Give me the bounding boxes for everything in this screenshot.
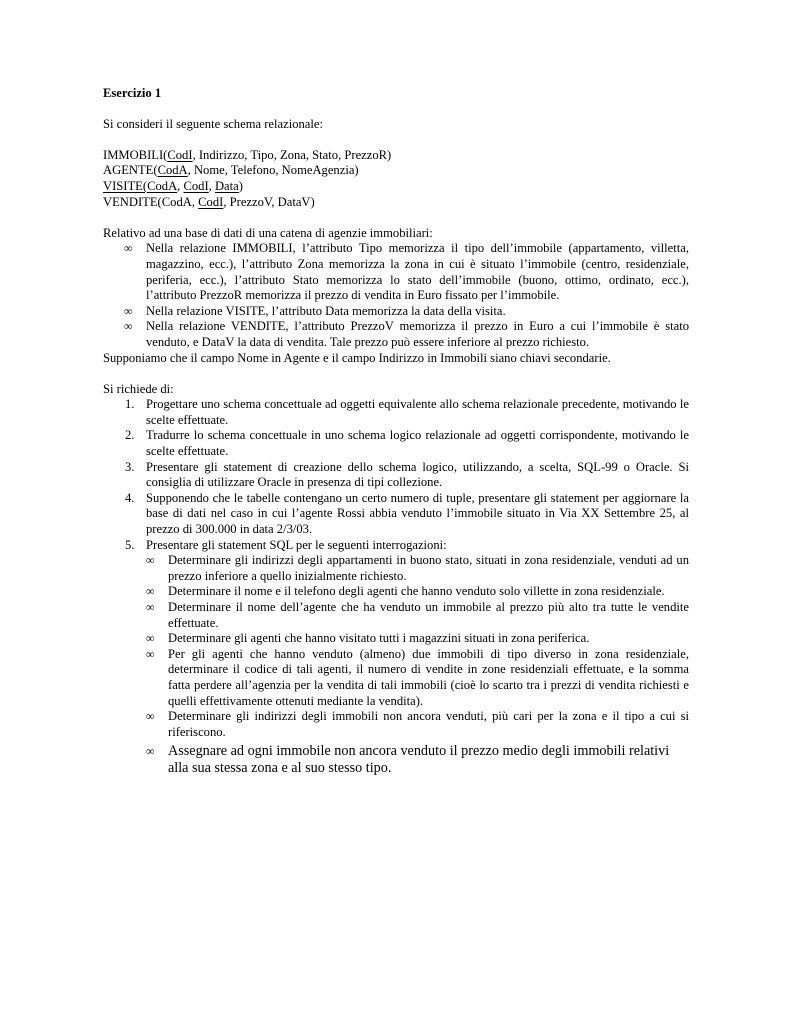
schema-vendite: VENDITE(CodA, CodI, PrezzoV, DataV): [103, 194, 315, 209]
queries-list: [146, 553, 689, 777]
list-item: ∞ Determinare gli agenti che hanno visitato tutti i magazzini situati in zona periferica.: [168, 631, 689, 647]
schema-immobili: IMMOBILI(CodI, Indirizzo, Tipo, Zona, Stato, PrezzoR): [103, 147, 392, 162]
list-item: 3. Presentare gli statement di creazione dello schema logico, utilizzando, a scelta, SQL-99 o Oracle. Si consiglia di utilizzare Oracle in presenza di tipi collezione.: [125, 459, 689, 490]
list-item: ∞ Determinare il nome e il telefono degli agenti che hanno venduto solo villette in zona residenziale.: [168, 584, 689, 600]
exercise-title: Esercizio 1: [103, 86, 162, 100]
requests-intro: Si richiede di:: [103, 381, 174, 396]
schema-visite: VISITE(CodA, CodI, Data): [103, 178, 243, 193]
attribute-notes: [103, 241, 689, 350]
list-item: 1. Progettare uno schema concettuale ad oggetti equivalente allo schema relazionale precedente, motivando le scelte effettuate.: [125, 397, 689, 427]
intro-text: Si consideri il seguente schema relazionale:: [103, 116, 323, 131]
list-item: ∞ Determinare gli indirizzi degli appartamenti in buono stato, situati in zona residenziale, venduti ad un prezzo inferiore a quello inizialmente richiesto.: [168, 553, 689, 584]
list-item: 2. Tradurre lo schema concettuale in uno schema logico relazionale ad oggetti corrispondente, motivando le scelte effettuate.: [125, 428, 689, 459]
list-item: ∞ Determinare gli indirizzi degli immobili non ancora venduti, più cari per la zona e il tipo a cui si riferiscono.: [168, 709, 689, 740]
context-text: Relativo ad una base di dati di una catena di agenzie immobiliari:: [103, 225, 433, 240]
schema-agente: AGENTE(CodA, Nome, Telefono, NomeAgenzia): [103, 163, 359, 178]
list-item: ∞ Nella relazione IMMOBILI, l’attributo Tipo memorizza il tipo dell’immobile (appartamento, villetta, magazzino, ecc.), l’attributo Zona memorizza la zona in cui è situato l’immobile (centro, residenziale, periferia, ecc.), l’attributo Stato memorizza lo stato dell’immobile (buono, ottimo, ordinato, ecc.), l’attributo PrezzoR memorizza il prezzo di vendita in Euro fissato per l’immobile.: [146, 241, 689, 303]
list-item: ∞ Nella relazione VENDITE, l’attributo PrezzoV memorizza il prezzo in Euro a cui l’immobile è stato venduto, e DataV la data di vendita. Tale prezzo può essere inferiore al prezzo richiesto.: [146, 319, 689, 350]
relational-schema: [103, 148, 689, 210]
document-body: [103, 86, 689, 777]
list-item: ∞ Nella relazione VISITE, l’attributo Data memorizza la data della visita.: [146, 304, 689, 320]
list-item: 4. Supponendo che le tabelle contengano un certo numero di tuple, presentare gli statement per aggiornare la base di dati nel caso in cui l’agente Rossi abbia venduto l’immobile situato in Via XX Settembre 25, al prezzo di 300.000 in data 2/3/03.: [125, 490, 689, 537]
assumption-text: Supponiamo che il campo Nome in Agente e il campo Indirizzo in Immobili siano chiavi secondarie.: [103, 350, 611, 365]
list-item: ∞ Per gli agenti che hanno venduto (almeno) due immobili di tipo diverso in zona residenziale, determinare il codice di tali agenti, il numero di vendite in zone residenziali effettuate, e la somma fatta perdere all’agenzia per la vendita di tali immobili (cioè lo scarto tra i prezzi di vendita richiesti e quelli effettivamente ottenuti mediante la vendita).: [168, 647, 689, 709]
requests-list: [103, 397, 689, 777]
list-item: 5. Presentare gli statement SQL per le seguenti interrogazioni: ∞ Determinare gli indirizzi degli appartamenti in buono stato, situati in zona residenziale, venduti ad un prezzo inferiore a quello inizialmente richiesto. ∞ Determinare il nome e il telefono degli agenti che hanno venduto solo villette in zona residenziale. ∞ Determinare il nome dell’agente che ha venduto un immobile al prezzo più alto tra tutte le vendite effettuate. ∞ Determinare gli agenti che hanno visitato tutti i magazzini situati in zona periferica. ∞ Per gli agenti che hanno venduto (almeno) due immobili di tipo diverso in zona residenziale, determinare il codice di tali agenti, il numero di vendite in zone residenziali effettuate, e la somma fatta perdere all’agenzia per la vendita di tali immobili (cioè lo scarto tra i prezzi di vendita richiesti e quelli effettivamente ottenuti mediante la vendita). ∞ Determinare gli indirizzi degli immobili non ancora venduti, più cari per la zona e il tipo a cui si riferiscono. ∞ Assegnare ad ogni immobile non ancora venduto il prezzo medio degli immobili relativi alla sua stessa zona e al suo stesso tipo.: [146, 538, 689, 778]
list-item: ∞ Determinare il nome dell’agente che ha venduto un immobile al prezzo più alto tra tutte le vendite effettuate.: [168, 600, 689, 631]
list-item: ∞ Assegnare ad ogni immobile non ancora venduto il prezzo medio degli immobili relativi alla sua stessa zona e al suo stesso tipo.: [168, 743, 689, 777]
